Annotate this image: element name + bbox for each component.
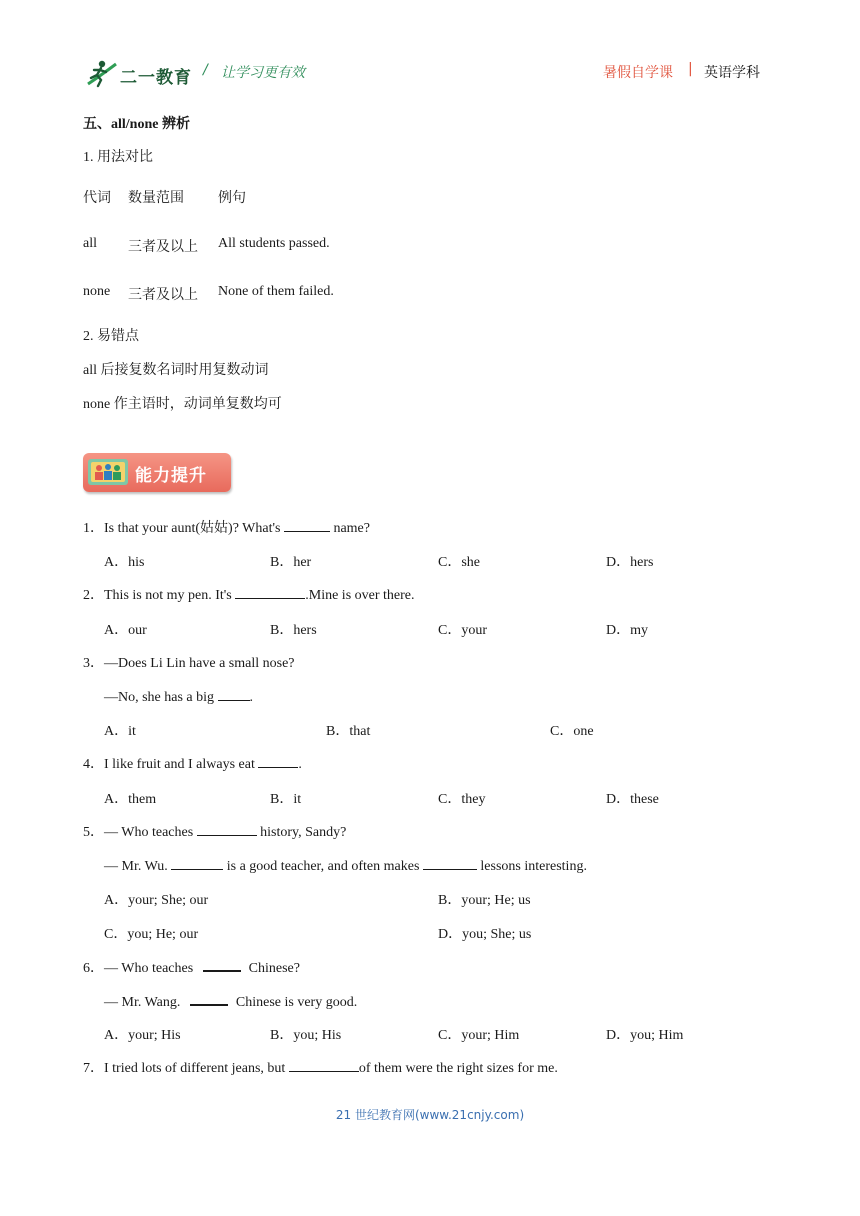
option[interactable]: A．it [104, 724, 136, 739]
option[interactable]: A．your; She; our [104, 893, 209, 908]
answer-blank[interactable] [190, 990, 228, 1006]
question-text: lessons interesting. [476, 859, 587, 874]
section-title: 五、all/none 辨析 [83, 117, 190, 132]
question-2 [83, 584, 415, 604]
table-header-example: 例句 [218, 191, 246, 206]
answer-blank[interactable] [284, 517, 330, 532]
question-text: — Who teaches [104, 825, 197, 840]
option[interactable]: C．your [438, 623, 487, 638]
question-number: 5． [83, 825, 104, 840]
question-number: 2． [83, 588, 104, 603]
answer-blank[interactable] [218, 686, 250, 701]
question-text: history, Sandy? [256, 825, 347, 840]
slogan-divider: / [203, 62, 208, 78]
table-cell: 三者及以上 [128, 288, 198, 303]
option[interactable]: D．my [606, 623, 648, 638]
option[interactable]: B．that [326, 724, 371, 739]
option[interactable]: D．you; She; us [438, 927, 532, 942]
banner-title: 能力提升 [135, 466, 207, 486]
option[interactable]: B．it [270, 792, 302, 807]
option[interactable]: C．they [438, 792, 486, 807]
option[interactable]: B．your; He; us [438, 893, 531, 908]
question-text: — Mr. Wang. [104, 995, 184, 1010]
question-6-line-2 [104, 990, 357, 1011]
question-text: name? [329, 521, 370, 536]
slogan: 让学习更有效 [221, 65, 305, 81]
footer-source: 21 世纪教育网(www.21cnjy.com) [335, 1108, 525, 1122]
option[interactable]: A．your; His [104, 1028, 181, 1043]
question-3-line-2 [104, 686, 253, 706]
option[interactable]: B．you; His [270, 1028, 342, 1043]
question-number: 1． [83, 521, 104, 536]
question-text: This is not my pen. It's [104, 588, 236, 603]
question-text: I like fruit and I always eat [104, 757, 259, 772]
question-number: 7． [83, 1061, 104, 1076]
subsection-usage-heading: 1. 用法对比 [83, 150, 153, 165]
question-text: of them were the right sizes for me. [358, 1061, 558, 1076]
answer-blank[interactable] [258, 753, 298, 768]
option[interactable]: A．our [104, 623, 147, 638]
answer-blank[interactable] [203, 956, 241, 972]
ability-boost-banner [83, 453, 231, 492]
question-4 [83, 753, 302, 773]
question-text: — Mr. Wu. [104, 859, 172, 874]
table-cell: 三者及以上 [128, 240, 198, 255]
answer-blank[interactable] [197, 821, 257, 836]
answer-blank[interactable] [289, 1057, 359, 1072]
course-tag: 暑假自学课 [603, 65, 673, 81]
header-separator: | [688, 61, 693, 77]
option[interactable]: D．these [606, 792, 659, 807]
question-1 [83, 517, 370, 537]
question-text: —Does Li Lin have a small nose? [104, 656, 295, 671]
question-text: . [249, 690, 254, 705]
table-cell: none [83, 284, 111, 299]
question-number: 6． [83, 961, 104, 976]
option[interactable]: D．you; Him [606, 1028, 684, 1043]
option[interactable]: C．one [550, 724, 594, 739]
pitfall-note: none 作主语时，动词单复数均可 [83, 397, 282, 412]
answer-blank[interactable] [171, 855, 223, 870]
question-text: Chinese is very good. [235, 995, 358, 1010]
question-text: — Who teaches [104, 961, 197, 976]
option[interactable]: B．hers [270, 623, 317, 638]
question-number: 3． [83, 656, 104, 671]
question-text: Is that your aunt(姑姑)? What's [104, 521, 284, 536]
option[interactable]: C．you; He; our [104, 927, 199, 942]
subsection-pitfalls-heading: 2. 易错点 [83, 329, 139, 344]
question-5 [83, 821, 346, 841]
table-cell: None of them failed. [218, 284, 334, 299]
table-cell: all [83, 236, 97, 251]
option[interactable]: D．hers [606, 555, 654, 570]
table-header-pronoun: 代词 [83, 191, 111, 206]
answer-blank[interactable] [423, 855, 477, 870]
option[interactable]: A．his [104, 555, 145, 570]
question-text: I tried lots of different jeans, but [104, 1061, 289, 1076]
table-header-range: 数量范围 [128, 191, 184, 206]
question-3 [83, 652, 295, 672]
option[interactable]: C．she [438, 555, 480, 570]
pitfall-note: all 后接复数名词时用复数动词 [83, 363, 269, 378]
question-text: .Mine is over there. [305, 588, 415, 603]
running-man-logo-icon [84, 58, 118, 88]
question-number: 4． [83, 757, 104, 772]
option[interactable]: C．your; Him [438, 1028, 520, 1043]
question-text: Chinese? [248, 961, 300, 976]
people-chart-icon [88, 459, 128, 485]
subject-tag: 英语学科 [704, 65, 760, 81]
question-text: —No, she has a big [104, 690, 218, 705]
question-text: . [298, 757, 302, 772]
answer-blank[interactable] [235, 584, 305, 599]
table-cell: All students passed. [218, 236, 330, 251]
question-5-line-2 [104, 855, 587, 875]
question-text: is a good teacher, and often makes [223, 859, 423, 874]
question-6 [83, 956, 300, 977]
option[interactable]: B．her [270, 555, 312, 570]
option[interactable]: A．them [104, 792, 157, 807]
question-7 [83, 1057, 558, 1077]
brand-logo-text: 二一教育 [120, 68, 192, 88]
